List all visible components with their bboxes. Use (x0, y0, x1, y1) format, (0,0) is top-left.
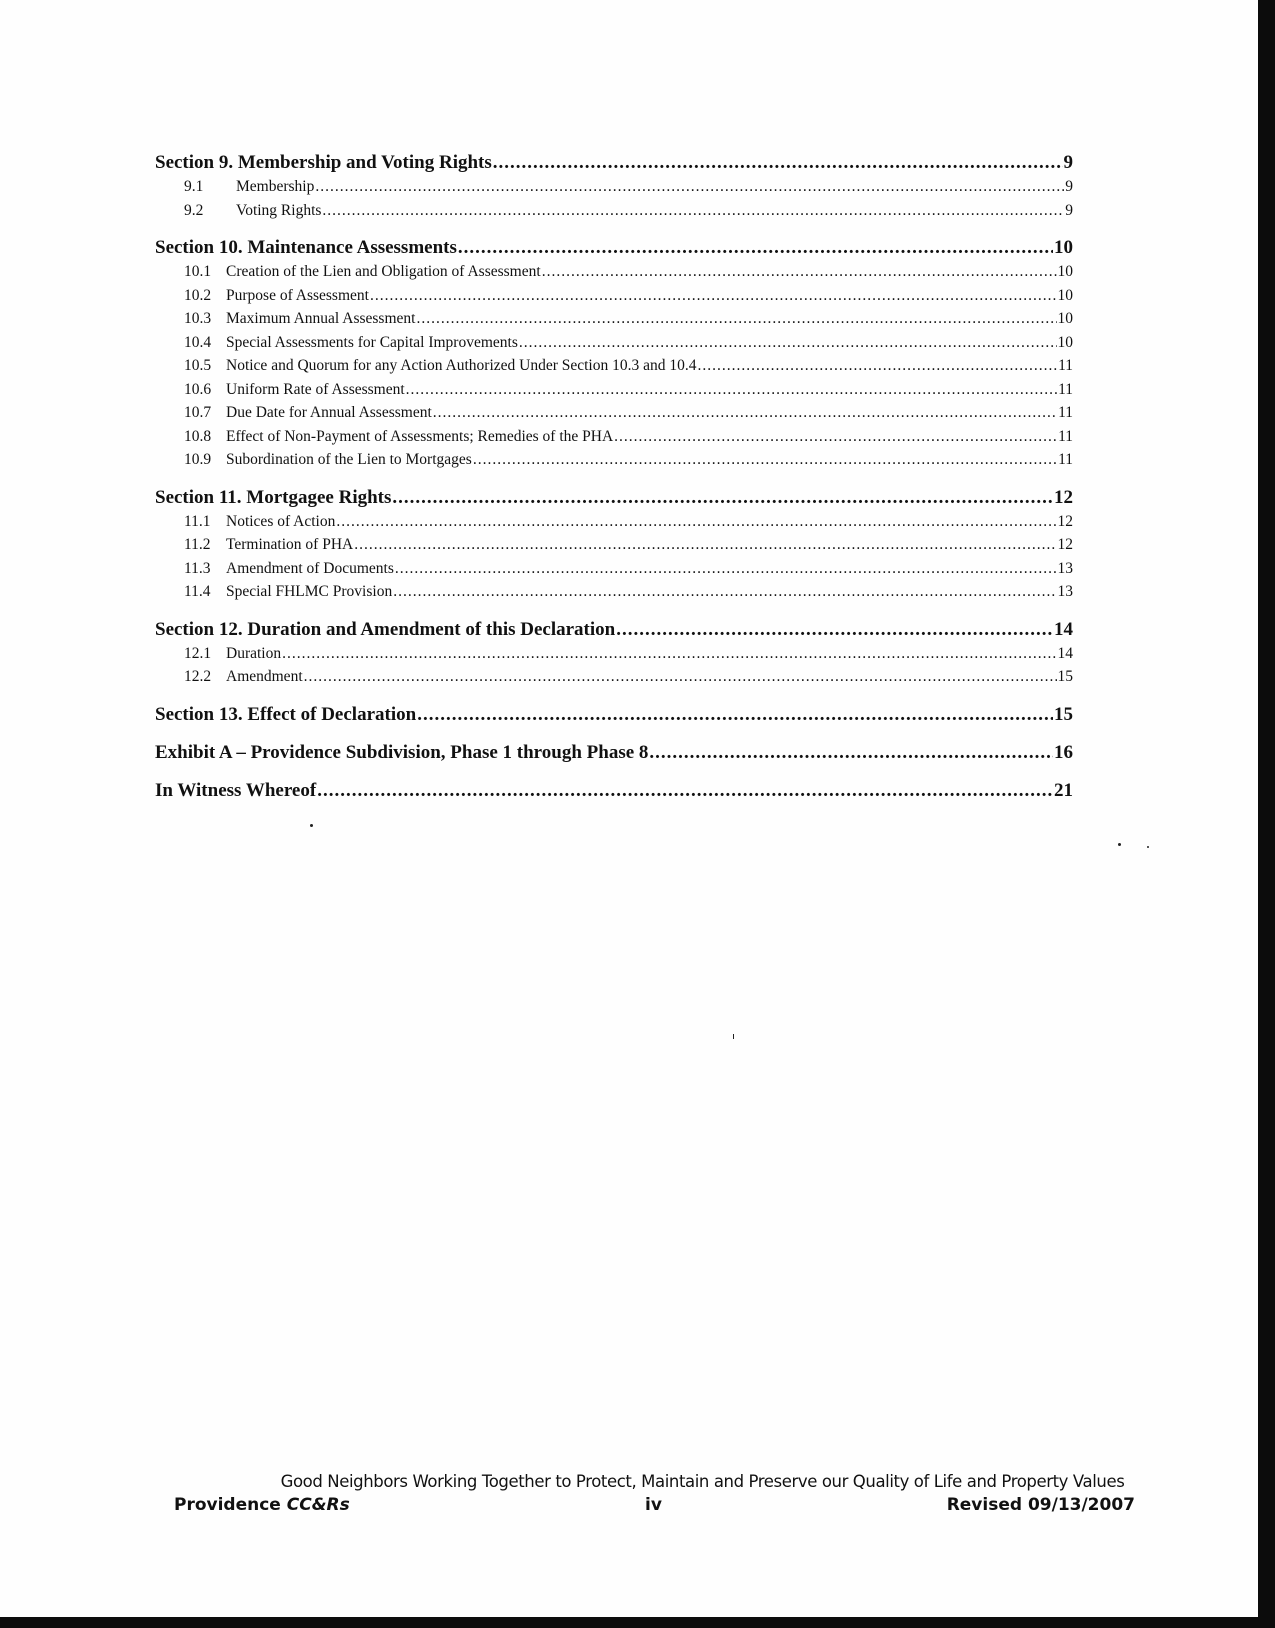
footer-page-number: iv (645, 1495, 662, 1515)
dot-leader (493, 150, 1063, 175)
toc-page-number: 15 (1054, 703, 1073, 725)
toc-item-label: Uniform Rate of Assessment (226, 380, 405, 398)
toc-item-label: Notice and Quorum for any Action Authorized Under Section 10.3 and 10.4 (226, 357, 697, 374)
dot-leader (322, 199, 1064, 223)
scan-speck (310, 824, 313, 827)
toc-page-number: 12 (1057, 536, 1073, 553)
dot-leader (392, 485, 1053, 510)
toc-item-number: 10.9 (184, 451, 212, 468)
toc-section-11[interactable] (155, 485, 1073, 510)
toc-item-number: 10.3 (184, 310, 212, 327)
dot-leader (354, 533, 1056, 557)
toc-page-number: 10 (1057, 333, 1073, 351)
toc-item-label: Membership (236, 178, 315, 195)
toc-item-number: 11.2 (184, 536, 211, 553)
scan-speck (733, 1034, 734, 1039)
toc-item-number: 10.6 (184, 380, 212, 398)
toc-item-number: 12.1 (184, 644, 212, 662)
toc-item-number: 11.3 (184, 559, 211, 577)
dot-leader (473, 448, 1057, 472)
toc-item-label: Effect of Non-Payment of Assessments; Remedies of the PHA (226, 427, 614, 445)
toc-item-10-9[interactable] (155, 448, 1073, 472)
scan-speck (1118, 843, 1121, 846)
toc-item-11-3[interactable] (155, 557, 1073, 581)
toc-item-9-2[interactable] (155, 199, 1073, 223)
toc-item-label: Voting Rights (236, 201, 322, 219)
scan-edge-right (1258, 0, 1275, 1628)
toc-item-number: 10.2 (184, 286, 212, 304)
toc-item-label: Creation of the Lien and Obligation of Assessment (226, 263, 541, 280)
toc-page-number: 12 (1057, 512, 1073, 530)
toc-page-number: 10 (1057, 310, 1073, 327)
toc-section-title: Section 9. Membership and Voting Rights (155, 152, 492, 173)
toc-page-number: 9 (1063, 152, 1073, 173)
toc-item-label: Amendment (226, 668, 303, 685)
footer-tagline: Good Neighbors Working Together to Protect, Maintain and Preserve our Quality of Life and Property Values (280, 1472, 1125, 1491)
dot-leader (336, 510, 1056, 534)
toc-section-title: Section 11. Mortgagee Rights (155, 486, 392, 508)
toc-page-number: 10 (1057, 286, 1073, 304)
footer-revised-date: Revised 09/13/2007 (946, 1495, 1135, 1515)
toc-page-number: 12 (1054, 486, 1073, 508)
toc-section-12[interactable] (155, 617, 1073, 642)
toc-item-label: Due Date for Annual Assessment (226, 404, 432, 421)
toc-item-label: Maximum Annual Assessment (226, 310, 416, 327)
toc-in-witness-whereof[interactable] (155, 778, 1073, 803)
toc-item-label: Subordination of the Lien to Mortgages (226, 451, 472, 468)
toc-section-title: Section 10. Maintenance Assessments (155, 237, 457, 258)
toc-page-number: 13 (1057, 559, 1073, 577)
toc-item-label: Notices of Action (226, 512, 336, 530)
toc-item-label: Special FHLMC Provision (226, 583, 393, 600)
toc-item-number: 9.2 (184, 201, 204, 219)
toc-page-number: 11 (1058, 451, 1073, 468)
dot-leader (649, 740, 1053, 765)
toc-section-title: Section 13. Effect of Declaration (155, 703, 417, 725)
dot-leader (616, 617, 1053, 642)
toc-item-label: Amendment of Documents (226, 559, 394, 577)
table-of-contents (155, 150, 1073, 803)
toc-page-number: 9 (1065, 201, 1073, 219)
scan-edge-bottom (0, 1617, 1275, 1628)
toc-item-11-1[interactable] (155, 510, 1073, 534)
dot-leader (614, 425, 1057, 449)
toc-item-10-5[interactable] (155, 354, 1073, 378)
dot-leader (433, 401, 1057, 425)
dot-leader (406, 378, 1057, 402)
page-footer (170, 1469, 1135, 1521)
toc-item-label: Duration (226, 644, 282, 662)
dot-leader (282, 642, 1056, 666)
toc-item-number: 11.1 (184, 512, 211, 530)
toc-page-number: 11 (1058, 427, 1073, 445)
toc-section-title: In Witness Whereof (155, 779, 317, 801)
toc-section-9[interactable] (155, 150, 1073, 175)
toc-item-10-8[interactable] (155, 425, 1073, 449)
toc-item-10-6[interactable] (155, 378, 1073, 402)
toc-item-number: 9.1 (184, 178, 204, 195)
dot-leader (395, 557, 1057, 581)
toc-item-label: Termination of PHA (226, 536, 354, 553)
toc-page-number: 9 (1065, 178, 1073, 195)
toc-item-11-2[interactable] (155, 533, 1073, 557)
toc-item-number: 10.4 (184, 333, 212, 351)
toc-page-number: 13 (1057, 583, 1073, 600)
toc-item-number: 10.1 (184, 263, 212, 280)
toc-item-10-3[interactable] (155, 307, 1073, 331)
toc-item-number: 12.2 (184, 668, 212, 685)
footer-document-name: Providence CC&Rs (174, 1495, 350, 1515)
toc-section-10[interactable] (155, 235, 1073, 260)
toc-item-number: 11.4 (184, 583, 211, 600)
toc-page-number: 10 (1054, 237, 1073, 258)
toc-item-number: 10.8 (184, 427, 212, 445)
toc-item-9-1[interactable] (155, 175, 1073, 199)
toc-item-11-4[interactable] (155, 580, 1073, 604)
toc-item-number: 10.5 (184, 357, 212, 374)
dot-leader (370, 284, 1057, 308)
dot-leader (416, 307, 1056, 331)
scan-speck (1147, 846, 1149, 848)
toc-item-10-2[interactable] (155, 284, 1073, 308)
toc-page-number: 11 (1058, 404, 1073, 421)
dot-leader (417, 702, 1053, 727)
dot-leader (315, 175, 1064, 199)
toc-section-13[interactable] (155, 702, 1073, 727)
dot-leader (304, 665, 1057, 689)
toc-exhibit-a[interactable] (155, 740, 1073, 765)
toc-item-number: 10.7 (184, 404, 212, 421)
dot-leader (519, 331, 1057, 355)
toc-page-number: 10 (1057, 263, 1073, 280)
toc-page-number: 16 (1054, 741, 1073, 763)
dot-leader (393, 580, 1056, 604)
dot-leader (542, 260, 1057, 284)
toc-item-10-1[interactable] (155, 260, 1073, 284)
footer-row (170, 1495, 1135, 1521)
toc-page-number: 15 (1057, 668, 1073, 685)
toc-page-number: 14 (1054, 618, 1073, 640)
toc-item-10-7[interactable] (155, 401, 1073, 425)
dot-leader (698, 354, 1058, 378)
dot-leader (317, 778, 1053, 803)
toc-page-number: 14 (1057, 644, 1073, 662)
toc-section-title: Section 12. Duration and Amendment of this Declaration (155, 618, 616, 640)
toc-item-10-4[interactable] (155, 331, 1073, 355)
toc-section-title: Exhibit A – Providence Subdivision, Phase 1 through Phase 8 (155, 741, 649, 763)
toc-item-12-2[interactable] (155, 665, 1073, 689)
toc-page-number: 11 (1058, 380, 1073, 398)
toc-page-number: 11 (1058, 357, 1073, 374)
toc-item-label: Special Assessments for Capital Improvements (226, 333, 518, 351)
dot-leader (458, 235, 1053, 260)
toc-page-number: 21 (1054, 779, 1073, 801)
toc-item-12-1[interactable] (155, 642, 1073, 666)
toc-item-label: Purpose of Assessment (226, 286, 369, 304)
